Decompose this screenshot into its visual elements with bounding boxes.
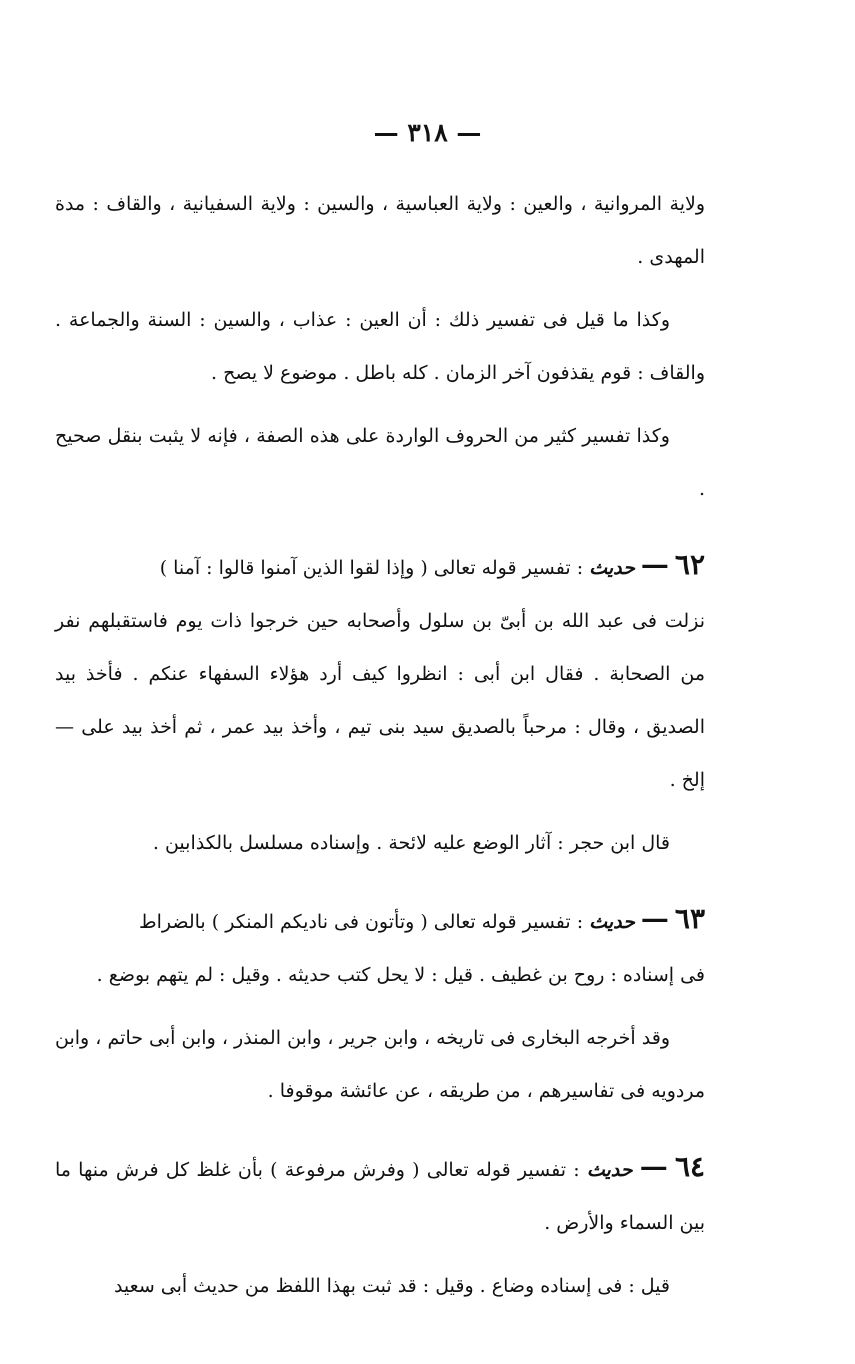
- hadith-number: ٦٣: [674, 902, 705, 935]
- hadith-dash: —: [640, 902, 669, 935]
- hadith-body: نزلت فى عبد الله بن أبىّ بن سلول وأصحابه حين خرجوا ذات يوم فاستقبلهم نفر من الصحابة . فقال ابن أبى : انظروا كيف أرد هؤلاء السفهاء عنكم . فأخذ بيد الصديق ، وقال : مرحباً بالصديق سيد بنى تيم ، وأخذ بيد عمر ، ثم أخذ بيد على — إلخ .: [55, 610, 705, 791]
- hadith-title: : تفسير قوله تعالى ( وتأتون فى ناديكم المنكر ) بالضراط: [139, 911, 584, 933]
- paragraph: وكذا تفسير كثير من الحروف الواردة على هذه الصفة ، فإنه لا يثبت بنقل صحيح .: [55, 425, 705, 500]
- hadith-title: : تفسير قوله تعالى ( وإذا لقوا الذين آمنوا قالوا : آمنا ): [159, 557, 584, 579]
- hadith-body: وقد أخرجه البخارى فى تاريخه ، وابن جرير ، وابن المنذر ، وابن أبى حاتم ، وابن مردويه فى تفاسيرهم ، من طريقه ، عن عائشة موقوفا .: [55, 1027, 705, 1102]
- paragraph: ولاية المروانية ، والعين : ولاية العباسية ، والسين : ولاية السفيانية ، والقاف : مدة المهدى .: [55, 193, 705, 268]
- hadith-body: قال ابن حجر : آثار الوضع عليه لائحة . وإسناده مسلسل بالكذابين .: [152, 832, 670, 854]
- paragraph: وكذا ما قيل فى تفسير ذلك : أن العين : عذاب ، والسين : السنة والجماعة . والقاف : قوم يقذفون آخر الزمان . كله باطل . موضوع لا يصح .: [55, 309, 705, 384]
- hadith-word: حديث: [589, 911, 635, 933]
- hadith-body: فى إسناده : روح بن غطيف . قيل : لا يحل كتب حديثه . وقيل : لم يتهم بوضع .: [96, 964, 705, 986]
- hadith-dash: —: [640, 548, 669, 581]
- hadith-heading-64: [55, 1140, 705, 1250]
- hadith-heading-62: [55, 538, 705, 595]
- page-body: [55, 178, 705, 1313]
- hadith-heading-63: [55, 892, 705, 949]
- hadith-number: ٦٢: [674, 548, 705, 581]
- hadith-number: ٦٤: [674, 1150, 706, 1183]
- page-number: — ٣١٨ —: [373, 118, 482, 147]
- hadith-body: قيل : فى إسناده وضاع . وقيل : قد ثبت بهذا اللفظ من حديث أبى سعيد: [113, 1275, 670, 1297]
- hadith-dash: —: [639, 1150, 668, 1183]
- hadith-word: حديث: [586, 1159, 633, 1181]
- hadith-word: حديث: [589, 557, 635, 579]
- hadith-title: : تفسير قوله تعالى ( وفرش مرفوعة ) بأن غلظ كل فرش منها ما بين السماء والأرض .: [55, 1159, 705, 1234]
